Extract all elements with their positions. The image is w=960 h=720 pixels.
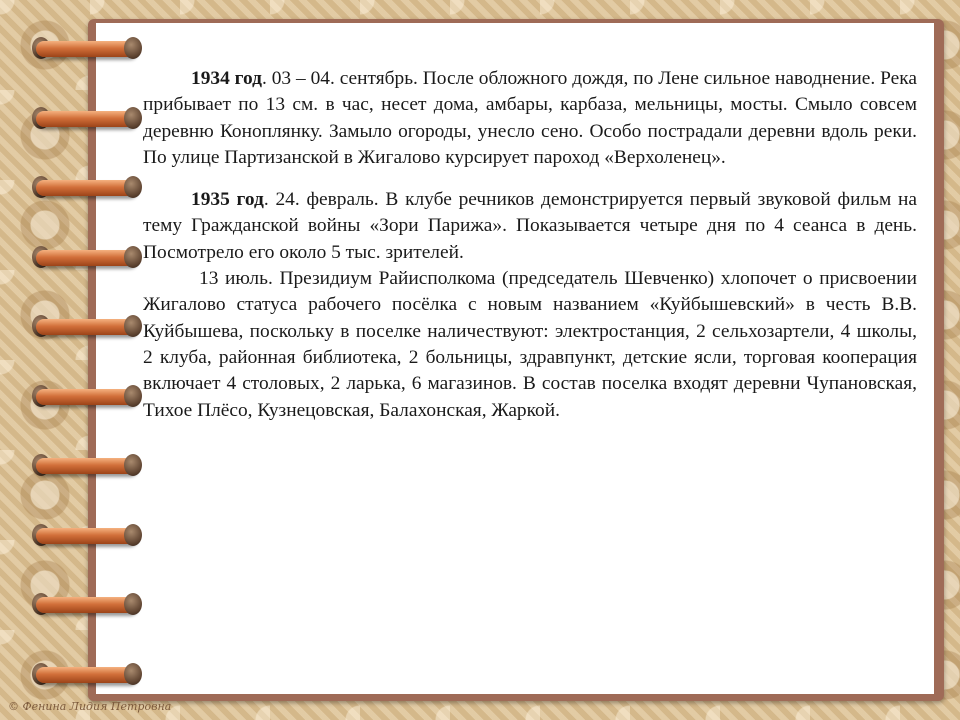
binder-ring-icon <box>36 452 138 478</box>
entry-text-1935: . 24. февраль. В клубе речников демонстрируется первый звуковой фильм на тему Гражданской войны «Зори Парижа». Показывается четыре дня по 4 сеанса в день. Посмотрело его около 5 тыс. зрителей. <box>143 189 917 263</box>
paragraph-1935-july <box>143 266 917 424</box>
entry-text-1934: . 03 – 04. сентябрь. После обложного дождя, по Лене сильное наводнение. Река прибывает по 13 см. в час, несет дома, амбары, карбаза, мельницы, мосты. Смыло совсем деревню Коноплянку. Замыло огороды, унесло сено. Особо пострадали деревни вдоль реки. По улице Партизанской в Жигалово курсирует пароход «Верхоленец». <box>143 68 917 168</box>
binder-ring-icon <box>36 244 138 270</box>
binder-ring-icon <box>36 313 138 339</box>
binder-ring-icon <box>36 383 138 409</box>
document-text <box>143 66 917 424</box>
paragraph-1935 <box>143 187 917 266</box>
year-heading-1935: 1935 год <box>191 189 264 211</box>
entry-text-1935-july: 13 июль. Президиум Райисполкома (председатель Шевченко) хлопочет о присвоении Жигалово статуса рабочего посёлка с новым названием «Куйбышевский» в честь В.В. Куйбышева, поскольку в поселке наличествуют: электростанция, 2 сельхозартели, 4 школы, 2 клуба, районная библиотека, 2 больницы, здравпункт, детские ясли, торговая кооперация включает 4 столовых, 2 ларька, 6 магазинов. В состав поселка входят деревни Чупановская, Тихое Плёсо, Кузнецовская, Балахонская, Жаркой. <box>143 268 917 421</box>
copyright-note: © Фенина Лидия Петровна <box>8 700 172 713</box>
year-heading-1934: 1934 год <box>191 68 262 89</box>
binder-ring-icon <box>36 522 138 548</box>
binder-ring-icon <box>36 591 138 617</box>
binder-ring-icon <box>36 661 138 687</box>
binder-ring-icon <box>36 35 138 61</box>
binder-ring-icon <box>36 105 138 131</box>
binder-ring-icon <box>36 174 138 200</box>
paragraph-1934 <box>143 66 917 171</box>
